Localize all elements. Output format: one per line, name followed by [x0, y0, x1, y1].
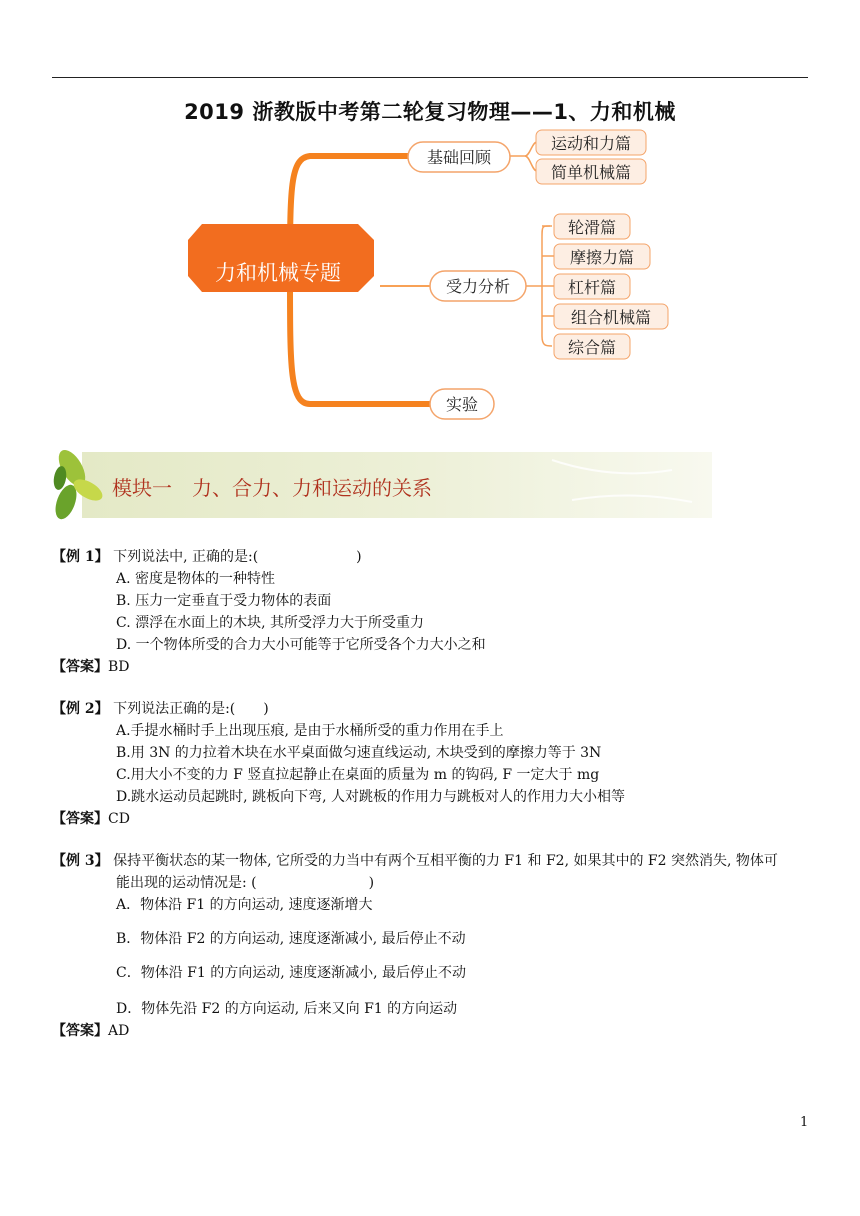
option: D.跳水运动员起跳时, 跳板向下弯, 人对跳板的作用力与跳板对人的作用力大小相等 — [116, 789, 625, 805]
question-tag: 【例 2】 — [52, 701, 109, 717]
svg-text:杠杆篇: 杠杆篇 — [567, 278, 617, 297]
mindmap-node-analysis — [430, 271, 526, 301]
mindmap-leaf — [554, 304, 668, 329]
option: C．物体沿 F1 的方向运动, 速度逐渐减小, 最后停止不动 — [116, 965, 467, 981]
question-tag: 【例 1】 — [52, 549, 109, 565]
question-stem: 保持平衡状态的某一物体, 它所受的力当中有两个互相平衡的力 F1 和 F2, 如果其中的 F2 突然消失, 物体可 — [113, 853, 778, 869]
mindmap-trunk-line-low — [290, 278, 430, 404]
svg-text:运动和力篇: 运动和力篇 — [550, 134, 632, 153]
mindmap-sub-line — [542, 226, 554, 316]
mindmap-sub-line — [525, 156, 537, 171]
mindmap-leaf — [554, 214, 630, 239]
question-tag: 【例 3】 — [52, 853, 109, 869]
svg-text:摩擦力篇: 摩擦力篇 — [569, 248, 635, 267]
svg-text:组合机械篇: 组合机械篇 — [570, 308, 652, 327]
mindmap-sub-line — [510, 142, 537, 156]
option: C.用大小不变的力 F 竖直拉起静止在桌面的质量为 m 的钩码, F 一定大于 mg — [116, 767, 600, 783]
mindmap-leaf — [554, 334, 630, 359]
header-rule — [52, 77, 808, 78]
mindmap-leaf — [536, 159, 646, 184]
answer-tag: 【答案】 — [52, 659, 108, 675]
option: C. 漂浮在水面上的木块, 其所受浮力大于所受重力 — [116, 615, 425, 631]
answer-value: BD — [108, 659, 130, 675]
question-stem: 下列说法正确的是:( ) — [113, 701, 269, 717]
document-title: 2019 浙教版中考第二轮复习物理——1、力和机械 — [184, 100, 676, 124]
question-stem-continued: 能出现的运动情况是: ( ) — [116, 875, 375, 891]
svg-text:受力分析: 受力分析 — [445, 277, 511, 296]
svg-text:综合篇: 综合篇 — [567, 338, 617, 357]
mindmap-leaf — [554, 274, 630, 299]
mindmap-leaf — [536, 130, 646, 155]
option: D．物体先沿 F2 的方向运动, 后来又向 F1 的方向运动 — [116, 1001, 458, 1017]
mindmap-root-label: 力和机械专题 — [215, 261, 341, 285]
module-title: 模块一 力、合力、力和运动的关系 — [112, 476, 432, 500]
page-number: 1 — [800, 1115, 809, 1130]
question-stem: 下列说法中, 正确的是:( ) — [113, 549, 362, 565]
option: B. 压力一定垂直于受力物体的表面 — [116, 593, 332, 609]
mindmap-node-basics — [408, 142, 510, 172]
option: A．物体沿 F1 的方向运动, 速度逐渐增大 — [116, 897, 373, 913]
mind-map — [180, 128, 680, 428]
svg-text:实验: 实验 — [445, 395, 479, 414]
answer-value: CD — [108, 811, 130, 827]
answer-tag: 【答案】 — [52, 811, 108, 827]
svg-text:轮滑篇: 轮滑篇 — [567, 218, 617, 237]
answer-tag: 【答案】 — [52, 1023, 108, 1039]
mindmap-leaf — [554, 244, 650, 269]
option: A.手提水桶时手上出现压痕, 是由于水桶所受的重力作用在手上 — [116, 723, 504, 739]
option: B．物体沿 F2 的方向运动, 速度逐渐减小, 最后停止不动 — [116, 931, 466, 947]
option: A. 密度是物体的一种特性 — [116, 571, 276, 587]
option: B.用 3N 的力拉着木块在水平桌面做匀速直线运动, 木块受到的摩擦力等于 3N — [116, 745, 602, 761]
svg-text:简单机械篇: 简单机械篇 — [550, 163, 632, 182]
mindmap-root-node — [188, 224, 374, 292]
mindmap-node-experiment — [430, 389, 494, 419]
svg-text:基础回顾: 基础回顾 — [426, 148, 492, 167]
answer-value: AD — [108, 1023, 130, 1039]
option: D. 一个物体所受的合力大小可能等于它所受各个力大小之和 — [116, 637, 486, 653]
